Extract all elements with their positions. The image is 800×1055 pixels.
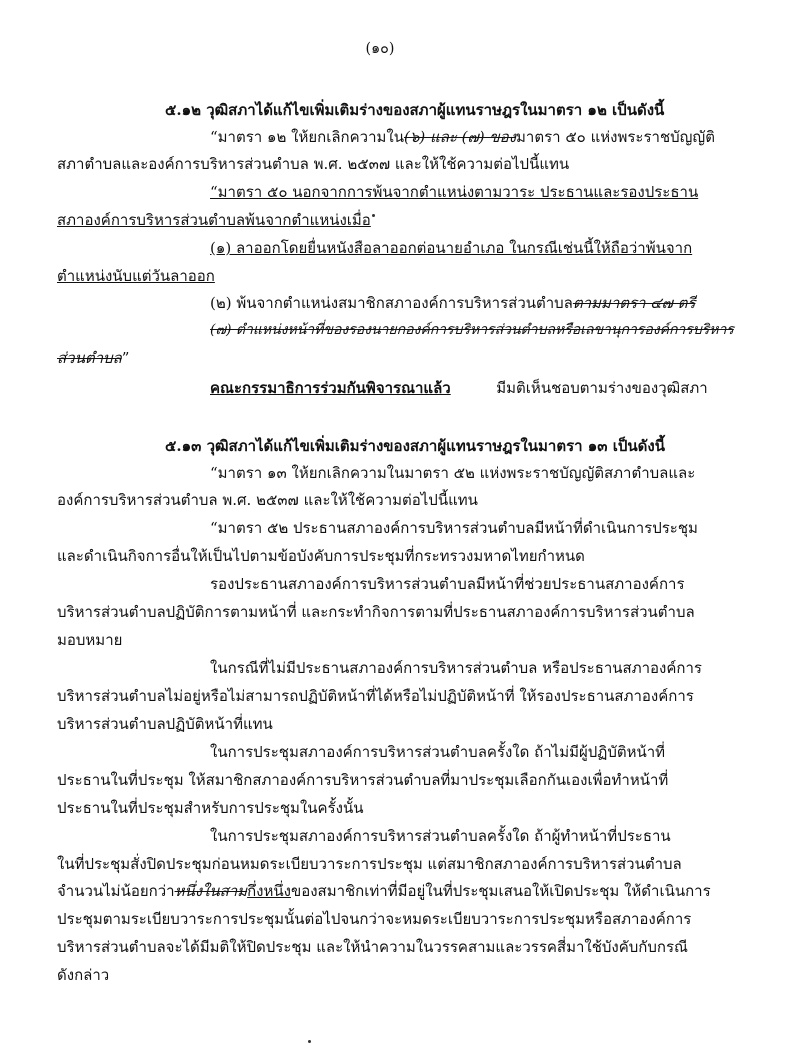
scan-speck: [372, 214, 375, 217]
s13-line-16-a: จำนวนไม่น้อยกว่า: [57, 882, 175, 900]
s13-line-17: ประชุมตามระเบียบวาระการประชุมนั้นต่อไปจนกว่าจะหมดระเบียบวาระการประชุมหรือสภาองค์การ: [57, 910, 692, 928]
committee-resolution: มีมติเห็นชอบตามร่างของวุฒิสภา: [496, 379, 708, 397]
s13-line-4: และดำเนินกิจการอื่นให้เป็นไปตามข้อบังคับการประชุมที่กระทรวงมหาดไทยกำหนด: [57, 547, 585, 565]
s12-line-1: [210, 127, 715, 147]
s12-committee: [210, 378, 708, 398]
s12-line-4: สภาองค์การบริหารส่วนตำบลพ้นจากตำแหน่งเมื่อ: [57, 211, 371, 229]
s13-line-3: “มาตรา ๕๒ ประธานสภาองค์การบริหารส่วนตำบลมีหน้าที่ดำเนินการประชุม: [210, 519, 698, 537]
s13-line-5: รองประธานสภาองค์การบริหารส่วนตำบลมีหน้าที่ช่วยประธานสภาองค์การ: [210, 575, 685, 593]
s13-line-12: ประธานในที่ประชุม ให้สมาชิกสภาองค์การบริหารส่วนตำบลที่มาประชุมเลือกกันเองเพื่อทำหน้าที่: [57, 771, 669, 789]
s13-line-10: บริหารส่วนตำบลปฏิบัติหน้าที่แทน: [57, 715, 273, 733]
s13-line-9: บริหารส่วนตำบลไม่อยู่หรือไม่สามารถปฏิบัติหน้าที่ได้หรือไม่ปฏิบัติหน้าที่ ให้รองประธานสภาองค์การ: [57, 687, 694, 705]
s12-line-1-deleted: (๖) และ (๗) ของ: [403, 128, 517, 146]
s12-line-7: [210, 293, 695, 313]
s12-line-9-end: ”: [121, 349, 130, 367]
s12-line-7-deleted: ตามมาตรา ๔๗ ตรี: [572, 294, 696, 312]
s12-line-1-a: “มาตรา ๑๒ ให้ยกเลิกความใน: [210, 128, 404, 146]
s13-line-11: ในการประชุมสภาองค์การบริหารส่วนตำบลครั้งใด ถ้าไม่มีผู้ปฏิบัติหน้าที่: [210, 743, 666, 761]
s13-line-6: บริหารส่วนตำบลปฏิบัติการตามหน้าที่ และกระทำกิจการตามที่ประธานสภาองค์การบริหารส่วนตำบล: [57, 603, 695, 621]
s12-line-6: ตำแหน่งนับแต่วันลาออก: [57, 267, 215, 285]
s12-line-9-deleted: ส่วนตำบล: [57, 349, 122, 367]
s12-line-2: สภาตำบลและองค์การบริหารส่วนตำบล พ.ศ. ๒๕๓๗ และให้ใช้ความต่อไปนี้แทน: [57, 155, 570, 173]
s13-line-8: ในกรณีที่ไม่มีประธานสภาองค์การบริหารส่วนตำบล หรือประธานสภาองค์การ: [210, 659, 702, 677]
page-number: (๑๐): [365, 39, 395, 57]
s12-line-1-b: มาตรา ๕๐ แห่งพระราชบัญญัติ: [516, 128, 715, 146]
section-5-13-heading: ๕.๑๓ วุฒิสภาได้แก้ไขเพิ่มเติมร่างของสภาผู้แทนราษฎรในมาตรา ๑๓ เป็นดังนี้: [165, 437, 666, 455]
section-5-12-heading: ๕.๑๒ วุฒิสภาได้แก้ไขเพิ่มเติมร่างของสภาผู้แทนราษฎรในมาตรา ๑๒ เป็นดังนี้: [165, 101, 665, 119]
s12-line-7-a: (๒) พ้นจากตำแหน่งสมาชิกสภาองค์การบริหารส่วนตำบล: [210, 294, 573, 312]
s13-line-13: ประธานในที่ประชุมสำหรับการประชุมในครั้งนั้น: [57, 799, 364, 817]
scan-speck: [308, 1040, 311, 1043]
s12-line-8-deleted: (๗) ตำแหน่งหน้าที่ของรองนายกองค์การบริหารส่วนตำบลหรือเลขานุการองค์การบริหาร: [210, 322, 734, 338]
s13-line-16-b: ของสมาชิกเท่าที่มีอยู่ในที่ประชุมเสนอให้เปิดประชุม ให้ดำเนินการ: [290, 882, 711, 900]
s12-line-9: [57, 348, 129, 368]
s13-line-19: ดังกล่าว: [57, 966, 110, 984]
s13-line-16-inserted: กึ่งหนึ่ง: [247, 882, 291, 900]
s13-line-1: “มาตรา ๑๓ ให้ยกเลิกความในมาตรา ๕๒ แห่งพระราชบัญญัติสภาตำบลและ: [210, 464, 696, 482]
s13-line-7: มอบหมาย: [57, 631, 123, 649]
s13-line-15: ในที่ประชุมสั่งปิดประชุมก่อนหมดระเบียบวาระการประชุม แต่สมาชิกสภาองค์การบริหารส่วนตำบล: [57, 855, 682, 873]
s13-line-16: [57, 881, 711, 901]
s13-line-14: ในการประชุมสภาองค์การบริหารส่วนตำบลครั้งใด ถ้าผู้ทำหน้าที่ประธาน: [210, 827, 671, 845]
s12-line-3: “มาตรา ๕๐ นอกจากการพ้นจากตำแหน่งตามวาระ ประธานและรองประธาน: [210, 183, 699, 201]
s13-line-16-deleted: หนึ่งในสาม: [174, 882, 248, 900]
s13-line-2: องค์การบริหารส่วนตำบล พ.ศ. ๒๕๓๗ และให้ใช้ความต่อไปนี้แทน: [57, 491, 478, 509]
s13-line-18: บริหารส่วนตำบลจะได้มีมติให้ปิดประชุม และให้นำความในวรรคสามและวรรคสี่มาใช้บังคับกับกรณี: [57, 938, 688, 956]
committee-label: คณะกรรมาธิการร่วมกันพิจารณาแล้ว: [210, 379, 451, 397]
s12-line-5: (๑) ลาออกโดยยื่นหนังสือลาออกต่อนายอำเภอ ในกรณีเช่นนี้ให้ถือว่าพ้นจาก: [210, 239, 693, 257]
